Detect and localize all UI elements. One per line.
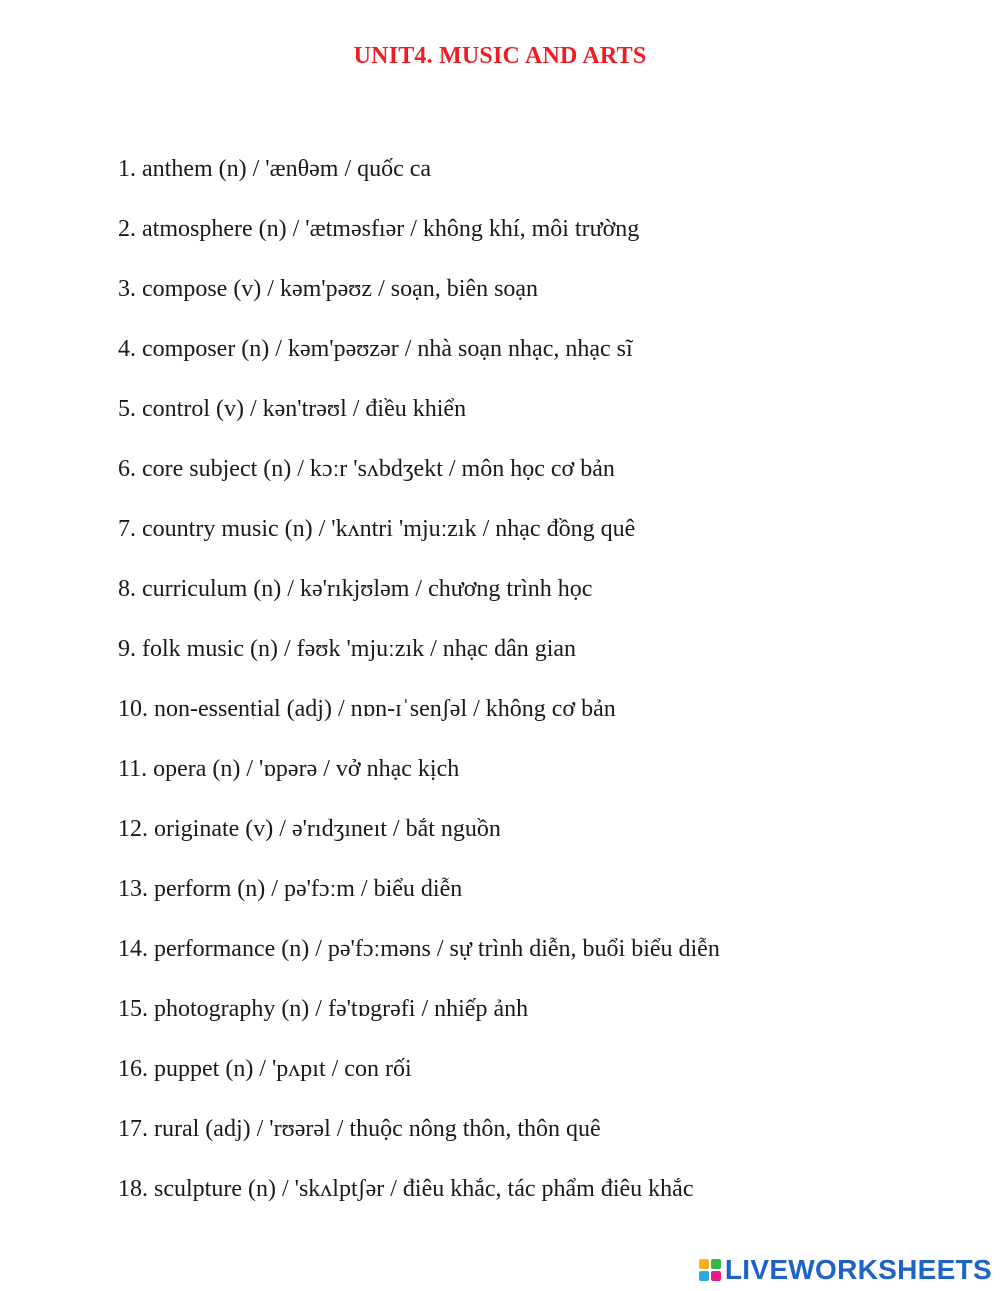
vocab-entry: 17. rural (adj) / 'rʊərəl / thuộc nông thôn, thôn quê <box>118 1116 601 1142</box>
vocab-entry: 3. compose (v) / kəm'pəʊz / soạn, biên soạn <box>118 276 539 302</box>
logo-grid-icon <box>699 1259 721 1281</box>
vocab-entry: 8. curriculum (n) / kə'rıkjʊləm / chương trình học <box>118 576 593 602</box>
logo-square <box>711 1271 721 1281</box>
vocab-entry: 1. anthem (n) / 'ænθəm / quốc ca <box>118 156 432 182</box>
vocab-entry: 16. puppet (n) / 'pʌpıt / con rối <box>118 1056 412 1082</box>
liveworksheets-logo <box>699 1253 992 1287</box>
logo-square <box>699 1271 709 1281</box>
vocab-entry: 4. composer (n) / kəm'pəʊzər / nhà soạn nhạc, nhạc sĩ <box>118 336 633 362</box>
page-title: UNIT4. MUSIC AND ARTS <box>353 43 647 69</box>
vocabulary-list <box>118 151 720 1231</box>
vocab-entry: 6. core subject (n) / kɔːr 'sʌbdʒekt / môn học cơ bản <box>118 456 615 482</box>
vocab-entry: 9. folk music (n) / fəʊk 'mjuːzık / nhạc dân gian <box>118 636 577 662</box>
logo-square <box>699 1259 709 1269</box>
vocab-entry: 15. photography (n) / fə'tɒgrəfi / nhiếp ảnh <box>118 996 529 1022</box>
logo-square <box>711 1259 721 1269</box>
vocab-entry: 5. control (v) / kən'trəʊl / điều khiển <box>118 396 467 422</box>
vocab-entry: 10. non-essential (adj) / nɒn-ɪˈsenʃəl / không cơ bản <box>118 696 616 722</box>
vocab-entry: 2. atmosphere (n) / 'ætməsfıər / không khí, môi trường <box>118 216 640 242</box>
vocab-entry: 7. country music (n) / 'kʌntri 'mjuːzık / nhạc đồng quê <box>118 516 636 542</box>
vocab-entry: 11. opera (n) / 'ɒpərə / vở nhạc kịch <box>118 756 460 782</box>
logo-text: LIVEWORKSHEETS <box>724 1254 992 1285</box>
vocab-entry: 14. performance (n) / pə'fɔːməns / sự trình diễn, buổi biểu diễn <box>118 936 720 962</box>
vocab-entry: 13. perform (n) / pə'fɔːm / biểu diễn <box>118 876 463 902</box>
vocab-entry: 12. originate (v) / ə'rıdʒıneıt / bắt nguồn <box>118 816 501 842</box>
vocab-entry: 18. sculpture (n) / 'skʌlptʃər / điêu khắc, tác phẩm điêu khắc <box>118 1176 694 1202</box>
